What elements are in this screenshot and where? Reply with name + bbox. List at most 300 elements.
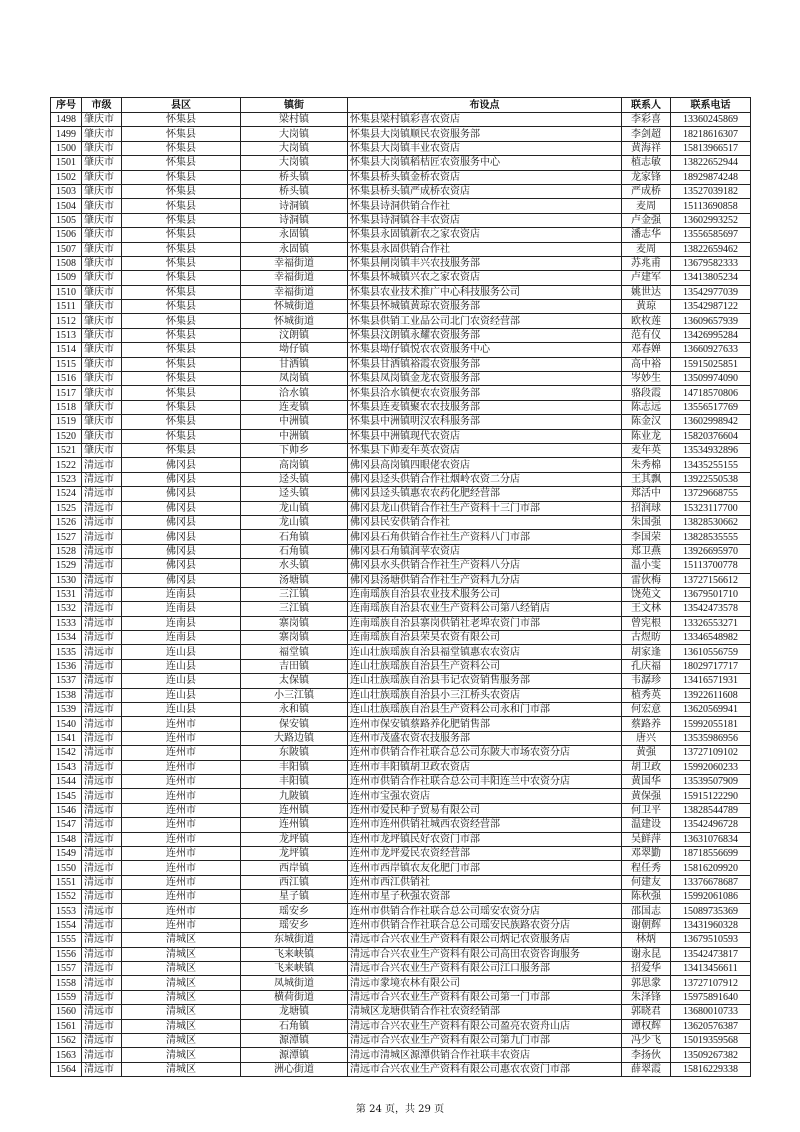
table-row: [51, 213, 751, 227]
town-cell: 飞来峡镇: [241, 962, 348, 976]
county-cell: 佛冈县: [122, 530, 241, 544]
seq-cell: 1505: [51, 213, 82, 227]
site-cell: 清远市合兴农业生产资料有限公司盈亮农资舟山店: [348, 1019, 622, 1033]
contact-cell: 骆段霞: [622, 386, 671, 400]
phone-cell: 13679582333: [671, 256, 751, 270]
city-cell: 清远市: [82, 1062, 122, 1076]
contact-cell: 黄海祥: [622, 141, 671, 155]
seq-cell: 1538: [51, 688, 82, 702]
contact-cell: 薛翠霞: [622, 1062, 671, 1076]
site-cell: 怀集县大岗镇顺民农资服务部: [348, 127, 622, 141]
seq-cell: 1546: [51, 803, 82, 817]
phone-cell: 13631076834: [671, 832, 751, 846]
city-cell: 清远市: [82, 717, 122, 731]
seq-cell: 1512: [51, 314, 82, 328]
town-cell: 龙坪镇: [241, 832, 348, 846]
city-cell: 清远市: [82, 631, 122, 645]
town-cell: 寨岗镇: [241, 631, 348, 645]
table-row: [51, 875, 751, 889]
seq-cell: 1540: [51, 717, 82, 731]
town-cell: 甘洒镇: [241, 357, 348, 371]
county-cell: 怀集县: [122, 300, 241, 314]
site-cell: 连州市龙坪镇民好农资门市部: [348, 832, 622, 846]
table-row: [51, 947, 751, 961]
seq-cell: 1553: [51, 904, 82, 918]
site-cell: 怀集县闸岗镇丰兴农技服务部: [348, 256, 622, 270]
city-cell: 清远市: [82, 703, 122, 717]
city-cell: 肇庆市: [82, 429, 122, 443]
contact-cell: 郭晓君: [622, 1005, 671, 1019]
county-cell: 怀集县: [122, 429, 241, 443]
phone-cell: 15113690858: [671, 199, 751, 213]
county-cell: 怀集县: [122, 314, 241, 328]
county-cell: 连南县: [122, 631, 241, 645]
contact-cell: 姚世达: [622, 285, 671, 299]
phone-cell: 13346548982: [671, 631, 751, 645]
phone-cell: 18029717717: [671, 659, 751, 673]
contact-cell: 吴鲜萍: [622, 832, 671, 846]
phone-cell: 14718570806: [671, 386, 751, 400]
county-cell: 连州市: [122, 774, 241, 788]
city-cell: 清远市: [82, 587, 122, 601]
phone-cell: 13527039182: [671, 184, 751, 198]
town-cell: 洲心街道: [241, 1062, 348, 1076]
contact-cell: 黄强: [622, 746, 671, 760]
city-cell: 清远市: [82, 1048, 122, 1062]
city-cell: 肇庆市: [82, 113, 122, 127]
county-cell: 清城区: [122, 1005, 241, 1019]
contact-cell: 李扬伙: [622, 1048, 671, 1062]
phone-cell: 13416571931: [671, 674, 751, 688]
town-cell: 凤城街道: [241, 976, 348, 990]
town-cell: 源潭镇: [241, 1034, 348, 1048]
city-cell: 肇庆市: [82, 213, 122, 227]
site-cell: 怀集县诗洞供销合作社: [348, 199, 622, 213]
city-cell: 肇庆市: [82, 443, 122, 457]
phone-cell: 13556517769: [671, 400, 751, 414]
county-cell: 清城区: [122, 1062, 241, 1076]
city-cell: 清远市: [82, 890, 122, 904]
site-cell: 怀集县桥头镇金桥农资店: [348, 170, 622, 184]
phone-cell: 13727107912: [671, 976, 751, 990]
phone-cell: 13822652944: [671, 156, 751, 170]
phone-cell: 13822659462: [671, 242, 751, 256]
table-row: [51, 803, 751, 817]
county-cell: 佛冈县: [122, 501, 241, 515]
site-cell: 连州市供销合作社联合总公司瑶安民族路农资分店: [348, 918, 622, 932]
county-cell: 清城区: [122, 947, 241, 961]
contact-cell: 温建设: [622, 818, 671, 832]
contact-cell: 朱国强: [622, 515, 671, 529]
county-cell: 清城区: [122, 962, 241, 976]
table-row: [51, 559, 751, 573]
table-row: [51, 228, 751, 242]
town-cell: 东陂镇: [241, 746, 348, 760]
phone-cell: 13922550538: [671, 472, 751, 486]
contact-cell: 王其飘: [622, 472, 671, 486]
town-cell: 高岗镇: [241, 458, 348, 472]
table-row: [51, 285, 751, 299]
county-cell: 怀集县: [122, 156, 241, 170]
county-cell: 怀集县: [122, 141, 241, 155]
county-cell: 连州市: [122, 918, 241, 932]
phone-cell: 15813966517: [671, 141, 751, 155]
town-cell: 怀城街道: [241, 300, 348, 314]
table-row: [51, 760, 751, 774]
table-row: [51, 429, 751, 443]
city-cell: 清远市: [82, 918, 122, 932]
phone-cell: 13509267382: [671, 1048, 751, 1062]
site-cell: 佛冈县水头供销合作社生产资料八分店: [348, 559, 622, 573]
city-cell: 清远市: [82, 875, 122, 889]
site-cell: 连山壮族瑶族自治县小三江桥头农资店: [348, 688, 622, 702]
site-cell: 清城区龙塘供销合作社农资经销部: [348, 1005, 622, 1019]
city-cell: 肇庆市: [82, 400, 122, 414]
site-cell: 清远市清城区源潭供销合作社联丰农资店: [348, 1048, 622, 1062]
town-cell: 连州镇: [241, 818, 348, 832]
phone-cell: 13926695970: [671, 544, 751, 558]
town-cell: 下帅乡: [241, 443, 348, 457]
table-row: [51, 904, 751, 918]
county-cell: 连南县: [122, 616, 241, 630]
seq-cell: 1564: [51, 1062, 82, 1076]
city-cell: 清远市: [82, 846, 122, 860]
town-cell: 连麦镇: [241, 400, 348, 414]
phone-cell: 15113700778: [671, 559, 751, 573]
town-cell: 吉田镇: [241, 659, 348, 673]
contact-cell: 邓翠勤: [622, 846, 671, 860]
contact-cell: 何宏意: [622, 703, 671, 717]
site-cell: 怀集县永固镇新农之家农资店: [348, 228, 622, 242]
contact-cell: 古煜昉: [622, 631, 671, 645]
town-cell: 龙山镇: [241, 501, 348, 515]
seq-cell: 1545: [51, 789, 82, 803]
table-row: [51, 616, 751, 630]
table-row: [51, 156, 751, 170]
county-cell: 佛冈县: [122, 458, 241, 472]
contact-cell: 陈志远: [622, 400, 671, 414]
phone-cell: 13413805234: [671, 271, 751, 285]
city-cell: 清远市: [82, 472, 122, 486]
city-cell: 清远市: [82, 688, 122, 702]
county-cell: 连山县: [122, 703, 241, 717]
city-cell: 清远市: [82, 544, 122, 558]
page-number: 第 24 页，共 29 页: [355, 1104, 445, 1115]
town-cell: 瑶安乡: [241, 904, 348, 918]
table-row: [51, 256, 751, 270]
town-cell: 幸福街道: [241, 285, 348, 299]
town-cell: 三江镇: [241, 602, 348, 616]
city-cell: 肇庆市: [82, 156, 122, 170]
site-cell: 清远市䝉境农林有限公司: [348, 976, 622, 990]
phone-cell: 15816209920: [671, 861, 751, 875]
city-cell: 肇庆市: [82, 300, 122, 314]
city-cell: 肇庆市: [82, 328, 122, 342]
contact-cell: 温小雯: [622, 559, 671, 573]
town-cell: 石角镇: [241, 544, 348, 558]
city-cell: 肇庆市: [82, 184, 122, 198]
city-cell: 清远市: [82, 818, 122, 832]
city-cell: 清远市: [82, 731, 122, 745]
seq-cell: 1524: [51, 487, 82, 501]
town-cell: 迳头镇: [241, 472, 348, 486]
table-row: [51, 602, 751, 616]
contact-cell: 李彩喜: [622, 113, 671, 127]
town-cell: 凤岗镇: [241, 372, 348, 386]
seq-cell: 1500: [51, 141, 82, 155]
seq-cell: 1523: [51, 472, 82, 486]
table-row: [51, 300, 751, 314]
seq-cell: 1562: [51, 1034, 82, 1048]
city-cell: 肇庆市: [82, 141, 122, 155]
phone-cell: 13602998942: [671, 415, 751, 429]
town-cell: 三江镇: [241, 587, 348, 601]
phone-cell: 15975891640: [671, 990, 751, 1004]
seq-cell: 1531: [51, 587, 82, 601]
site-cell: 怀集县永固供销合作社: [348, 242, 622, 256]
city-cell: 肇庆市: [82, 372, 122, 386]
seq-cell: 1532: [51, 602, 82, 616]
table-row: [51, 199, 751, 213]
contact-cell: 麦周: [622, 242, 671, 256]
phone-cell: 13509974090: [671, 372, 751, 386]
site-cell: 连南瑶族自治县荣昊农资有限公司: [348, 631, 622, 645]
county-cell: 怀集县: [122, 328, 241, 342]
table-row: [51, 861, 751, 875]
seq-cell: 1554: [51, 918, 82, 932]
seq-cell: 1527: [51, 530, 82, 544]
town-cell: 福堂镇: [241, 645, 348, 659]
header-town: 镇街: [241, 98, 348, 113]
city-cell: 清远市: [82, 774, 122, 788]
table-row: [51, 415, 751, 429]
town-cell: 龙山镇: [241, 515, 348, 529]
city-cell: 清远市: [82, 616, 122, 630]
table-row: [51, 818, 751, 832]
town-cell: 幸福街道: [241, 271, 348, 285]
county-cell: 佛冈县: [122, 472, 241, 486]
site-cell: 连州市西岸镇农友化肥门市部: [348, 861, 622, 875]
site-cell: 连州市供销合作社联合总公司丰阳连兰中农资分店: [348, 774, 622, 788]
city-cell: 清远市: [82, 760, 122, 774]
site-cell: 怀集县梁村镇彩喜农资店: [348, 113, 622, 127]
town-cell: 石角镇: [241, 530, 348, 544]
phone-cell: 13727156612: [671, 573, 751, 587]
seq-cell: 1521: [51, 443, 82, 457]
town-cell: 小三江镇: [241, 688, 348, 702]
contact-cell: 陈秋强: [622, 890, 671, 904]
city-cell: 清远市: [82, 645, 122, 659]
table-row: [51, 832, 751, 846]
phone-cell: 13660927633: [671, 343, 751, 357]
contact-cell: 邓春婵: [622, 343, 671, 357]
site-cell: 清远市合兴农业生产资料有限公司惠农农资门市部: [348, 1062, 622, 1076]
contact-cell: 胡家逢: [622, 645, 671, 659]
site-cell: 怀集县中洲镇明汉农科服务部: [348, 415, 622, 429]
seq-cell: 1551: [51, 875, 82, 889]
contact-cell: 黄国华: [622, 774, 671, 788]
seq-cell: 1517: [51, 386, 82, 400]
site-cell: 怀集县凤岗镇金龙农资服务部: [348, 372, 622, 386]
county-cell: 佛冈县: [122, 573, 241, 587]
town-cell: 保安镇: [241, 717, 348, 731]
town-cell: 寨岗镇: [241, 616, 348, 630]
table-row: [51, 674, 751, 688]
city-cell: 清远市: [82, 904, 122, 918]
table-row: [51, 487, 751, 501]
table-row: [51, 573, 751, 587]
city-cell: 清远市: [82, 803, 122, 817]
city-cell: 清远市: [82, 962, 122, 976]
table-row: [51, 976, 751, 990]
county-cell: 连州市: [122, 846, 241, 860]
phone-cell: 13828535555: [671, 530, 751, 544]
city-cell: 清远市: [82, 530, 122, 544]
phone-cell: 15915025851: [671, 357, 751, 371]
site-cell: 连州市龙坪爱民农资经营部: [348, 846, 622, 860]
county-cell: 怀集县: [122, 443, 241, 457]
city-cell: 肇庆市: [82, 415, 122, 429]
site-cell: 连山壮族瑶族自治县福堂镇惠农农资店: [348, 645, 622, 659]
seq-cell: 1513: [51, 328, 82, 342]
contact-cell: 招润球: [622, 501, 671, 515]
city-cell: 肇庆市: [82, 386, 122, 400]
city-cell: 清远市: [82, 861, 122, 875]
town-cell: 迳头镇: [241, 487, 348, 501]
contact-cell: 何建友: [622, 875, 671, 889]
table-row: [51, 372, 751, 386]
site-cell: 怀集县农业技术推广中心科技服务公司: [348, 285, 622, 299]
county-cell: 清城区: [122, 1019, 241, 1033]
seq-cell: 1552: [51, 890, 82, 904]
table-row: [51, 1062, 751, 1076]
table-row: [51, 328, 751, 342]
contact-cell: 陈金汉: [622, 415, 671, 429]
town-cell: 瑶安乡: [241, 918, 348, 932]
county-cell: 清城区: [122, 1034, 241, 1048]
site-cell: 连州市爱民种子贸易有限公司: [348, 803, 622, 817]
site-cell: 怀集县大岗镇稻桔匠农资服务中心: [348, 156, 622, 170]
seq-cell: 1543: [51, 760, 82, 774]
contact-cell: 郑活中: [622, 487, 671, 501]
county-cell: 怀集县: [122, 372, 241, 386]
table-row: [51, 631, 751, 645]
town-cell: 幸福街道: [241, 256, 348, 270]
seq-cell: 1533: [51, 616, 82, 630]
contact-cell: 岑妙生: [622, 372, 671, 386]
seq-cell: 1549: [51, 846, 82, 860]
table-row: [51, 990, 751, 1004]
seq-cell: 1558: [51, 976, 82, 990]
county-cell: 怀集县: [122, 415, 241, 429]
contact-cell: 招爱华: [622, 962, 671, 976]
seq-cell: 1502: [51, 170, 82, 184]
table-row: [51, 184, 751, 198]
table-row: [51, 544, 751, 558]
county-cell: 佛冈县: [122, 515, 241, 529]
table-row: [51, 472, 751, 486]
site-cell: 佛冈县龙山供销合作社生产资料十三门市部: [348, 501, 622, 515]
county-cell: 连山县: [122, 674, 241, 688]
county-cell: 连州市: [122, 875, 241, 889]
site-cell: 连州市宝强农资店: [348, 789, 622, 803]
city-cell: 肇庆市: [82, 127, 122, 141]
seq-cell: 1541: [51, 731, 82, 745]
seq-cell: 1550: [51, 861, 82, 875]
header-county: 县区: [122, 98, 241, 113]
table-row: [51, 1048, 751, 1062]
site-cell: 清远市合兴农业生产资料有限公司第一门市部: [348, 990, 622, 1004]
county-cell: 怀集县: [122, 184, 241, 198]
table-row: [51, 645, 751, 659]
town-cell: 大岗镇: [241, 156, 348, 170]
site-cell: 怀集县汶朗镇永耀农资服务部: [348, 328, 622, 342]
site-cell: 怀集县桥头镇严成桥农资店: [348, 184, 622, 198]
table-row: [51, 170, 751, 184]
phone-cell: 13360245869: [671, 113, 751, 127]
site-cell: 怀集县诗洞镇谷丰农资店: [348, 213, 622, 227]
seq-cell: 1556: [51, 947, 82, 961]
town-cell: 桥头镇: [241, 184, 348, 198]
site-cell: 连州市连州供销社城西农资经营部: [348, 818, 622, 832]
seq-cell: 1548: [51, 832, 82, 846]
site-cell: 怀集县中洲镇现代农资店: [348, 429, 622, 443]
dealer-table: [50, 97, 751, 1077]
seq-cell: 1519: [51, 415, 82, 429]
county-cell: 清城区: [122, 933, 241, 947]
city-cell: 肇庆市: [82, 199, 122, 213]
seq-cell: 1516: [51, 372, 82, 386]
city-cell: 清远市: [82, 674, 122, 688]
site-cell: 清远市合兴农业生产资料有限公司高田农资咨询服务: [348, 947, 622, 961]
town-cell: 大路边镇: [241, 731, 348, 745]
seq-cell: 1525: [51, 501, 82, 515]
site-cell: 佛冈县民安供销合作社: [348, 515, 622, 529]
county-cell: 连州市: [122, 818, 241, 832]
table-header-row: [51, 98, 751, 113]
seq-cell: 1498: [51, 113, 82, 127]
header-city: 市级: [82, 98, 122, 113]
seq-cell: 1542: [51, 746, 82, 760]
site-cell: 怀集县大岗镇丰业农资店: [348, 141, 622, 155]
contact-cell: 冯少飞: [622, 1034, 671, 1048]
county-cell: 怀集县: [122, 343, 241, 357]
county-cell: 连州市: [122, 832, 241, 846]
town-cell: 梁村镇: [241, 113, 348, 127]
seq-cell: 1509: [51, 271, 82, 285]
contact-cell: 严成桥: [622, 184, 671, 198]
site-cell: 佛冈县石角供销合作社生产资料八门市部: [348, 530, 622, 544]
site-cell: 连州市供销合作社联合总公司瑶安农资分店: [348, 904, 622, 918]
town-cell: 太保镇: [241, 674, 348, 688]
phone-cell: 13679501710: [671, 587, 751, 601]
contact-cell: 黄保强: [622, 789, 671, 803]
contact-cell: 高中裕: [622, 357, 671, 371]
seq-cell: 1529: [51, 559, 82, 573]
phone-cell: 13535986956: [671, 731, 751, 745]
phone-cell: 13922611608: [671, 688, 751, 702]
seq-cell: 1515: [51, 357, 82, 371]
county-cell: 清城区: [122, 1048, 241, 1062]
seq-cell: 1560: [51, 1005, 82, 1019]
seq-cell: 1539: [51, 703, 82, 717]
header-contact: 联系人: [622, 98, 671, 113]
table-row: [51, 1034, 751, 1048]
phone-cell: 15915122290: [671, 789, 751, 803]
header-seq: 序号: [51, 98, 82, 113]
site-cell: 连山壮族瑶族自治县韦记农资销售服务部: [348, 674, 622, 688]
contact-cell: 植志敏: [622, 156, 671, 170]
